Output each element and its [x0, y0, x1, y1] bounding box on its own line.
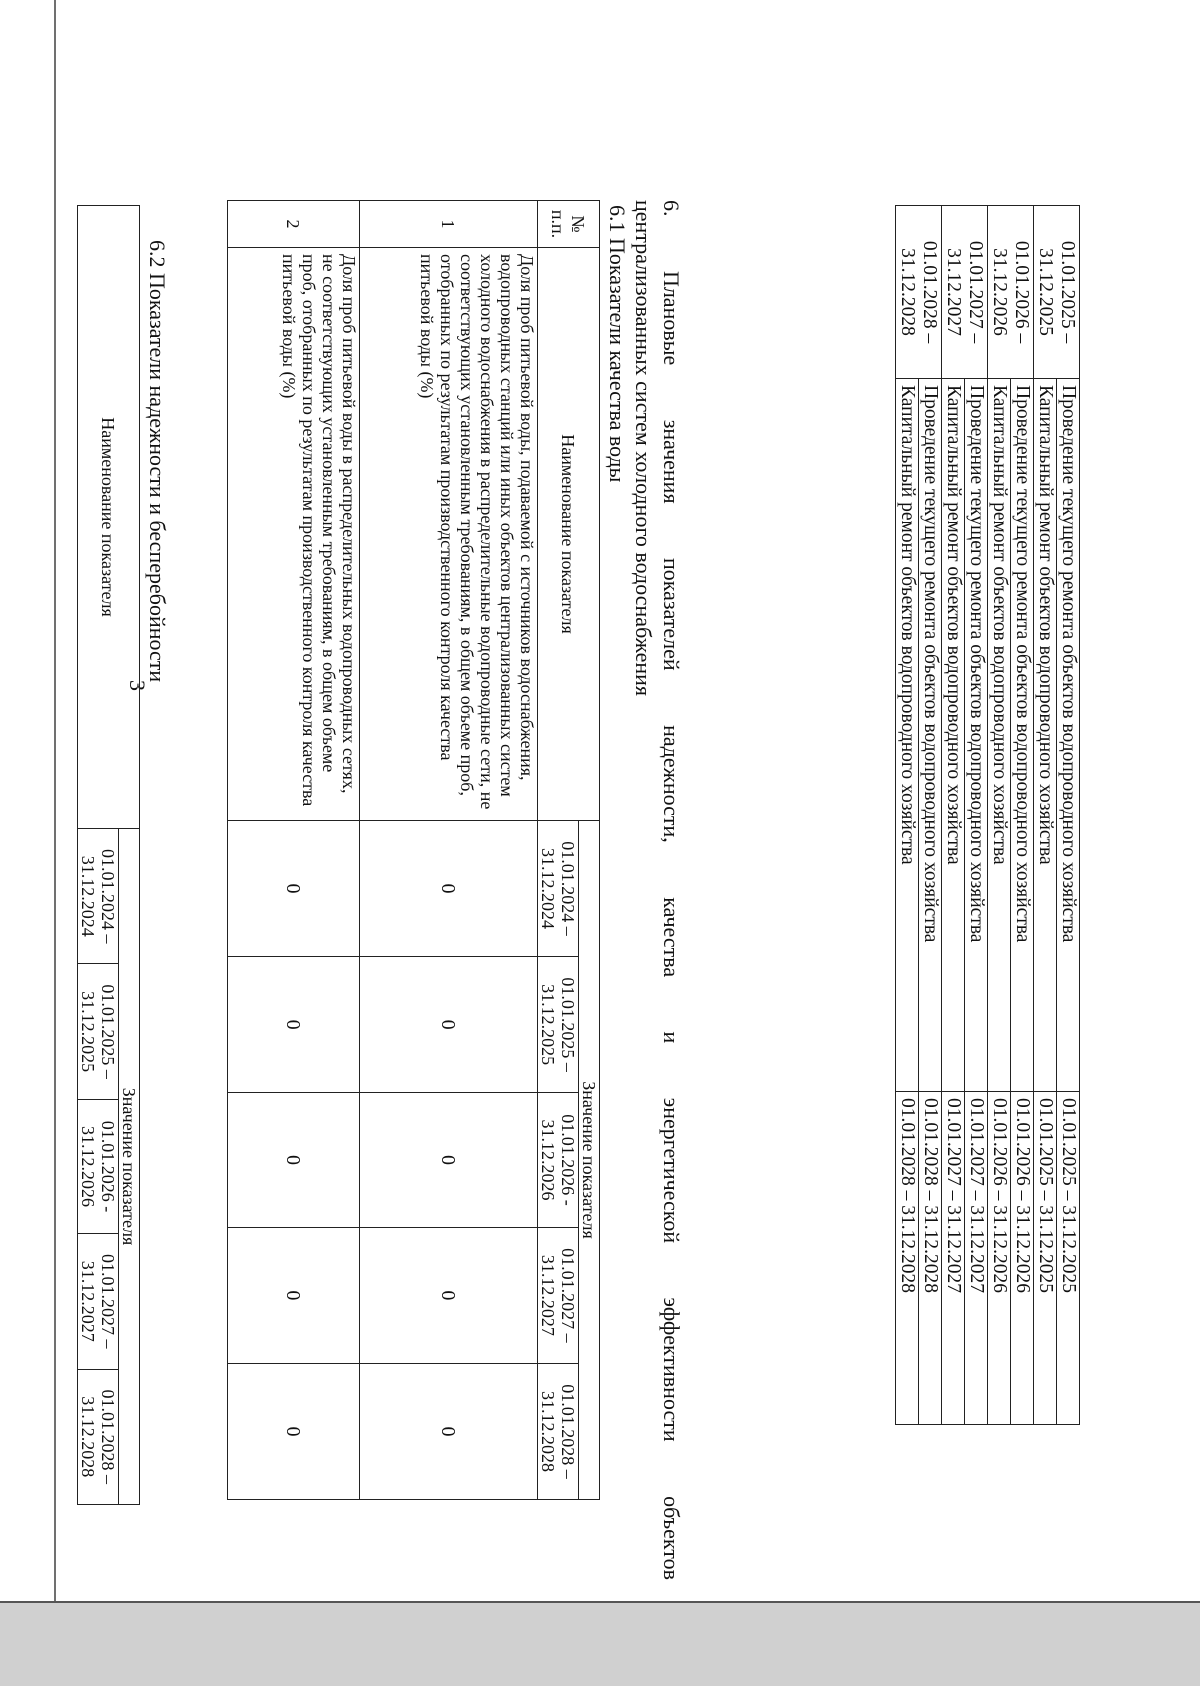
- table-row: [228, 201, 360, 1500]
- period-cell: 01.01.2028 – 31.12.2028: [896, 206, 942, 379]
- dates-cell: 01.01.2028 – 31.12.2028: [896, 1092, 919, 1425]
- header-value: Значение показателя: [579, 821, 600, 1500]
- table-header-row: [119, 206, 140, 1505]
- heading-word: Плановые: [659, 270, 684, 366]
- section-6-heading-line2: централизованных систем холодного водоснабжения: [631, 200, 656, 697]
- heading-word: надежности,: [659, 725, 684, 843]
- period-cell: 01.01.2026 – 31.12.2026: [988, 206, 1034, 379]
- indicator-name: Доля проб питьевой воды, подаваемой с источников водоснабжения, водопроводных станций или иных объектов централизованных систем холодного водоснабжения в распределительные водопроводные сети, не соответствующих установленным требованиям, в общем объеме проб, отобранных по результатам производственного контроля качества питьевой воды (%): [360, 248, 538, 821]
- indicator-value: 0: [360, 1093, 538, 1228]
- indicator-value: 0: [360, 1227, 538, 1363]
- heading-word: эффективности: [659, 1297, 684, 1442]
- rotated-document: [60, 40, 1080, 1580]
- header-period: 01.01.2024 – 31.12.2024: [78, 829, 119, 964]
- header-period: 01.01.2027 – 31.12.2027: [78, 1234, 119, 1369]
- work-cell: Капитальный ремонт объектов водопроводного хозяйства: [942, 379, 965, 1092]
- indicator-value: 0: [228, 821, 360, 957]
- indicator-value: 0: [360, 1363, 538, 1499]
- period-cell: 01.01.2025 – 31.12.2025: [1034, 206, 1080, 379]
- water-quality-table: [227, 200, 600, 1500]
- heading-word: энергетической: [659, 1097, 684, 1244]
- table-row: [360, 201, 538, 1500]
- table-row: [919, 206, 942, 1425]
- header-period: 01.01.2028 – 31.12.2028: [538, 1363, 579, 1499]
- dates-cell: 01.01.2025 – 31.12.2025: [1057, 1092, 1080, 1425]
- indicator-value: 0: [228, 1363, 360, 1499]
- work-cell: Проведение текущего ремонта объектов водопроводного хозяйства: [919, 379, 942, 1092]
- work-cell: Капитальный ремонт объектов водопроводного хозяйства: [1034, 379, 1057, 1092]
- header-name: Наименование показателя: [78, 206, 140, 829]
- dates-cell: 01.01.2027 – 31.12.2027: [942, 1092, 965, 1425]
- header-period: 01.01.2026 - 31.12.2026: [78, 1099, 119, 1233]
- table-row: [896, 206, 919, 1425]
- heading-word: показателей: [659, 558, 684, 671]
- heading-word: значения: [659, 419, 684, 504]
- indicator-value: 0: [228, 1227, 360, 1363]
- dates-cell: 01.01.2026 – 31.12.2026: [988, 1092, 1011, 1425]
- indicator-value: 0: [360, 957, 538, 1093]
- section-6-heading: [629, 200, 685, 1580]
- header-value: Значение показателя: [119, 829, 140, 1505]
- indicator-value: 0: [228, 957, 360, 1093]
- row-number: 2: [228, 201, 360, 248]
- section-6-2-title: 6.2 Показатели надежности и бесперебойности: [145, 240, 170, 683]
- header-num: № п.п.: [538, 201, 600, 248]
- section-6-1-title: 6.1 Показатели качества воды: [605, 205, 630, 483]
- heading-word: объектов: [659, 1496, 684, 1580]
- table-row: [1034, 206, 1057, 1425]
- header-period: 01.01.2025 – 31.12.2025: [538, 957, 579, 1093]
- table-row: [965, 206, 988, 1425]
- dates-cell: 01.01.2025 – 31.12.2025: [1034, 1092, 1057, 1425]
- work-cell: Капитальный ремонт объектов водопроводного хозяйства: [988, 379, 1011, 1092]
- page-number: 3: [125, 680, 150, 691]
- work-cell: Проведение текущего ремонта объектов водопроводного хозяйства: [1011, 379, 1034, 1092]
- section-6-heading-line1: [657, 200, 685, 1580]
- scan-left-edge: [54, 0, 56, 1605]
- header-period: 01.01.2026 - 31.12.2026: [538, 1093, 579, 1228]
- work-cell: Проведение текущего ремонта объектов водопроводного хозяйства: [1057, 379, 1080, 1092]
- reliability-table: [77, 205, 140, 1505]
- indicator-value: 0: [228, 1093, 360, 1228]
- heading-word: качества: [659, 897, 684, 978]
- dates-cell: 01.01.2028 – 31.12.2028: [919, 1092, 942, 1425]
- header-period: 01.01.2025 – 31.12.2025: [78, 964, 119, 1099]
- header-period: 01.01.2027 – 31.12.2027: [538, 1227, 579, 1363]
- header-period: 01.01.2028 – 31.12.2028: [78, 1369, 119, 1505]
- heading-word: и: [659, 1031, 684, 1044]
- indicator-value: 0: [360, 821, 538, 957]
- dates-cell: 01.01.2027 – 31.12.2027: [965, 1092, 988, 1425]
- period-cell: 01.01.2027 – 31.12.2027: [942, 206, 988, 379]
- work-cell: Проведение текущего ремонта объектов водопроводного хозяйства: [965, 379, 988, 1092]
- header-period: 01.01.2024 – 31.12.2024: [538, 821, 579, 957]
- table-row: [942, 206, 965, 1425]
- repair-schedule-table: [895, 205, 1080, 1425]
- row-number: 1: [360, 201, 538, 248]
- table-row: [1057, 206, 1080, 1425]
- dates-cell: 01.01.2026 – 31.12.2026: [1011, 1092, 1034, 1425]
- work-cell: Капитальный ремонт объектов водопроводного хозяйства: [896, 379, 919, 1092]
- table-row: [1011, 206, 1034, 1425]
- header-name: Наименование показателя: [538, 248, 600, 821]
- table-header-row: [579, 201, 600, 1500]
- table-row: [988, 206, 1011, 1425]
- section-number: 6.: [659, 200, 684, 217]
- indicator-name: Доля проб питьевой воды в распределительных водопроводных сетях, не соответствующих установленным требованиям, в общем объеме проб, отобранных по результатам производственного контроля качества питьевой воды (%): [228, 248, 360, 821]
- scan-bottom-band: [0, 1603, 1200, 1686]
